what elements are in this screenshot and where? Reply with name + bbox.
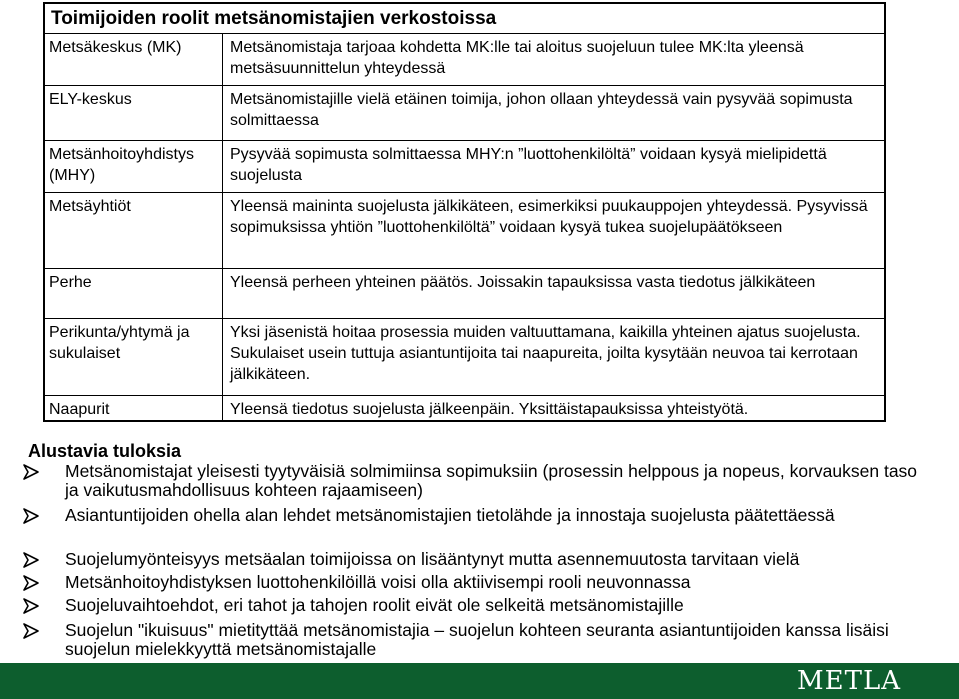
list-item-text: Suojelun "ikuisuus" mietityttää metsänomistajia – suojelun kohteen seuranta asiantuntijoiden kanssa lisäisi suojelun mielekkyyttä metsänomistajalle bbox=[65, 620, 889, 659]
table-row bbox=[45, 269, 884, 319]
role-name: Perikunta/yhtymä ja sukulaiset bbox=[49, 324, 190, 362]
table-row bbox=[45, 396, 884, 420]
arrow-bullet-icon bbox=[22, 507, 40, 525]
table-row bbox=[45, 86, 884, 141]
role-name: Metsäkeskus (MK) bbox=[49, 39, 182, 56]
table-row bbox=[45, 34, 884, 86]
list-item-text: Metsänhoitoyhdistyksen luottohenkilöillä voisi olla aktiivisempi rooli neuvonnassa bbox=[65, 572, 691, 592]
role-description: Yleensä tiedotus suojelusta jälkeenpäin. Yksittäistapauksissa yhteistyötä. bbox=[230, 401, 749, 418]
table-row bbox=[45, 141, 884, 193]
table-title: Toimijoiden roolit metsänomistajien verkostoissa bbox=[45, 4, 884, 34]
role-name: Metsäyhtiöt bbox=[49, 198, 131, 215]
table-row bbox=[45, 193, 884, 269]
metla-logo: METLA bbox=[797, 666, 901, 696]
arrow-bullet-icon bbox=[22, 574, 40, 592]
footer-bar bbox=[0, 663, 959, 699]
list-item-text: Metsänomistajat yleisesti tyytyväisiä solmimiinsa sopimuksiin (prosessin helppous ja nopeus, korvauksen taso ja vaikutusmahdollisuus kohteen rajaamiseen) bbox=[65, 461, 918, 500]
arrow-bullet-icon bbox=[22, 551, 40, 569]
roles-table bbox=[43, 2, 886, 422]
role-description: Pysyvää sopimusta solmittaessa MHY:n ”luottohenkilöltä” voidaan kysyä mielipidettä suojelusta bbox=[230, 146, 827, 184]
role-name: Perhe bbox=[49, 274, 92, 291]
role-name: ELY-keskus bbox=[49, 91, 132, 108]
role-description: Metsänomistaja tarjoaa kohdetta MK:lle tai aloitus suojeluun tulee MK:lta yleensä metsäsuunnittelun yhteydessä bbox=[230, 39, 804, 77]
list-item-text: Suojelumyönteisyys metsäalan toimijoissa on lisääntynyt mutta asennemuutosta tarvitaan vielä bbox=[65, 549, 800, 569]
role-description: Metsänomistajille vielä etäinen toimija, johon ollaan yhteydessä vain pysyvää sopimusta solmittaessa bbox=[230, 91, 853, 129]
table-row bbox=[45, 319, 884, 396]
role-name: Naapurit bbox=[49, 401, 110, 418]
list-item-text: Suojeluvaihtoehdot, eri tahot ja tahojen roolit eivät ole selkeitä metsänomistajille bbox=[65, 595, 684, 615]
role-description: Yksi jäsenistä hoitaa prosessia muiden valtuuttamana, kaikilla yhteinen ajatus suojelusta. Sukulaiset usein tuttuja asiantuntijoita tai naapureita, joilta kysytään neuvoa tai kerrotaan jälkikäteen. bbox=[230, 324, 861, 383]
arrow-bullet-icon bbox=[22, 597, 40, 615]
results-heading: Alustavia tuloksia bbox=[28, 441, 182, 461]
arrow-bullet-icon bbox=[22, 622, 40, 640]
arrow-bullet-icon bbox=[22, 463, 40, 481]
role-description: Yleensä maininta suojelusta jälkikäteen, esimerkiksi puukauppojen yhteydessä. Pysyvissä sopimuksissa yhtiön ”luottohenkilöltä” voidaan kysyä tukea suojelupäätökseen bbox=[230, 198, 868, 236]
role-name: Metsänhoitoyhdistys (MHY) bbox=[49, 146, 194, 184]
role-description: Yleensä perheen yhteinen päätös. Joissakin tapauksissa vasta tiedotus jälkikäteen bbox=[230, 274, 816, 291]
list-item-text: Asiantuntijoiden ohella alan lehdet metsänomistajien tietolähde ja innostaja suojelusta päätettäessä bbox=[65, 505, 835, 525]
